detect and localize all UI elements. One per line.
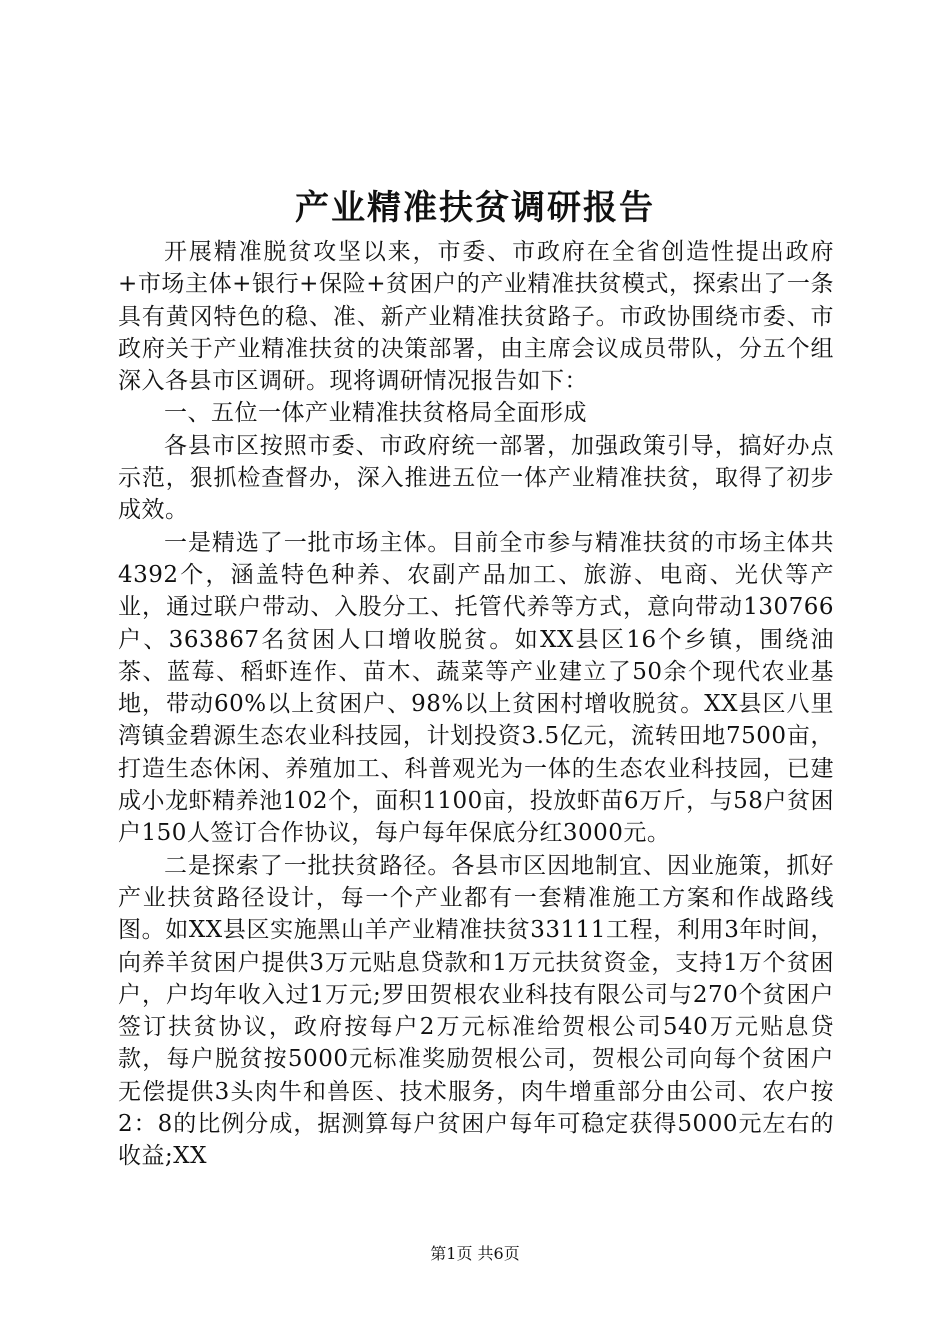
paragraph-intro: 开展精准脱贫攻坚以来，市委、市政府在全省创造性提出政府+市场主体+银行+保险+贫困户的产业精准扶贫模式，探索出了一条具有黄冈特色的稳、准、新产业精准扶贫路子。市政协围绕市委、市政府关于产业精准扶贫的决策部署，由主席会议成员带队，分五个组深入各县市区调研。现将调研情况报告如下： (118, 239, 834, 395)
document-title: 产业精准扶贫调研报告 (295, 188, 655, 228)
document-body (118, 236, 834, 1173)
paragraph-section-1-summary: 各县市区按照市委、市政府统一部署，加强政策引导，搞好办点示范，狠抓检查督办，深入推进五位一体产业精准扶贫，取得了初步成效。 (118, 432, 834, 524)
paragraph-poverty-paths: 二是探索了一批扶贫路径。各县市区因地制宜、因业施策，抓好产业扶贫路径设计，每一个产业都有一套精准施工方案和作战路线图。如XX县区实施黑山羊产业精准扶贫33111工程，利用3年时间，向养羊贫困户提供3万元贴息贷款和1万元扶贫资金，支持1万个贫困户，户均年收入过1万元;罗田贺根农业科技有限公司与270个贫困户签订扶贫协议，政府按每户2万元标准给贺根公司540万元贴息贷款，每户脱贫按5000元标准奖励贺根公司，贺根公司向每个贫困户无偿提供3头肉牛和兽医、技术服务，肉牛增重部分由公司、农户按2：8的比例分成，据测算每户贫困户每年可稳定获得5000元左右的收益;XX (118, 852, 834, 1170)
paragraph-market-entities: 一是精选了一批市场主体。目前全市参与精准扶贫的市场主体共4392个，涵盖特色种养、农副产品加工、旅游、电商、光伏等产业，通过联户带动、入股分工、托管代养等方式，意向带动130766户、363867名贫困人口增收脱贫。如XX县区16个乡镇，围绕油茶、蓝莓、稻虾连作、苗木、蔬菜等产业建立了50余个现代农业基地，带动60%以上贫困户、98%以上贫困村增收脱贫。XX县区八里湾镇金碧源生态农业科技园，计划投资3.5亿元，流转田地7500亩，打造生态休闲、养殖加工、科普观光为一体的生态农业科技园，已建成小龙虾精养池102个，面积1100亩，投放虾苗6万斤，与58户贫困户150人签订合作协议，每户每年保底分红3000元。 (118, 529, 834, 847)
page-number-footer: 第1页 共6页 (430, 1244, 520, 1263)
section-heading-1: 一、五位一体产业精准扶贫格局全面形成 (164, 400, 587, 427)
